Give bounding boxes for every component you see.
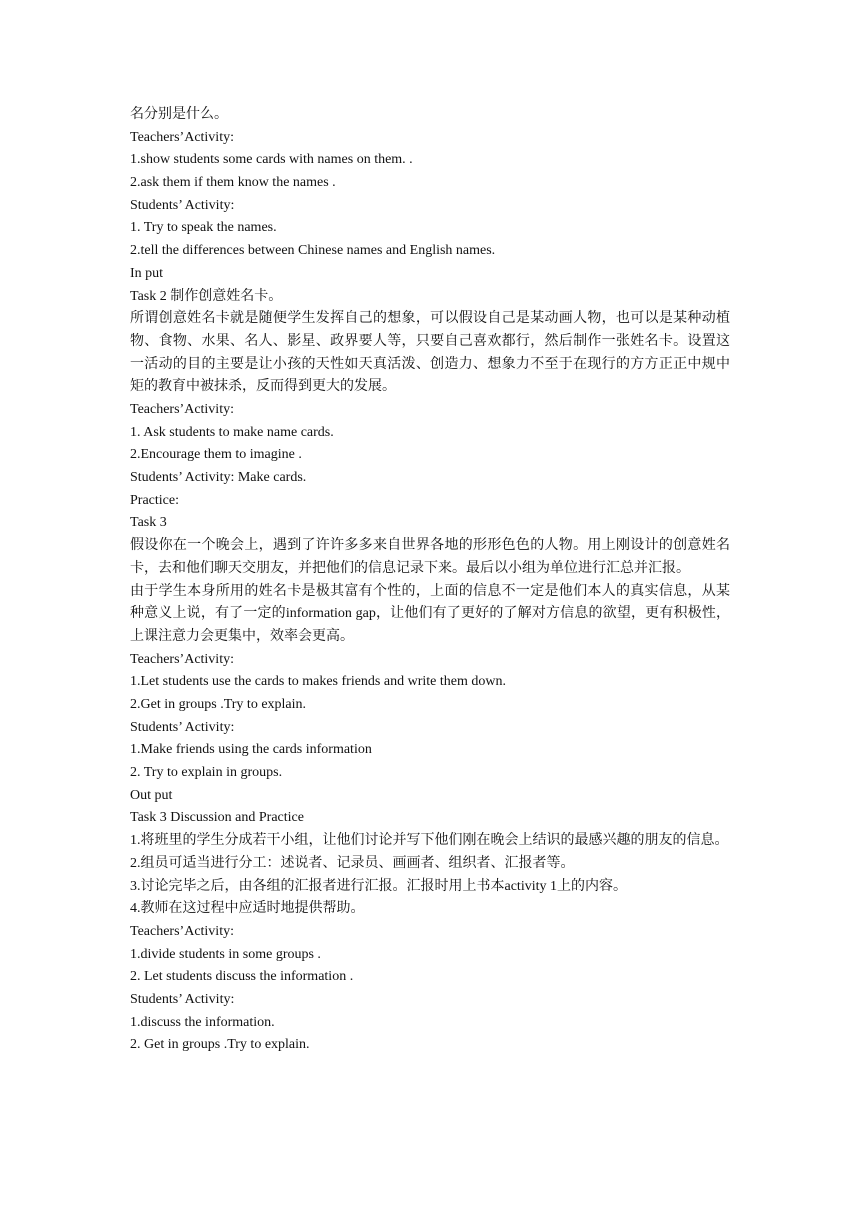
text-line: 1.show students some cards with names on them. . (130, 152, 413, 168)
text-line: 2.Encourage them to imagine . (130, 447, 302, 463)
task-heading: Task 3 Discussion and Practice (130, 810, 304, 826)
text-line: 2. Try to explain in groups. (130, 765, 283, 781)
paragraph: 所谓创意姓名卡就是随便学生发挥自己的想象，可以假设自己是某动画人物，也可以是某种动植物、食物、水果、名人、影星、政界要人等，只要自己喜欢都行，然后制作一张姓名卡。设置这一活动的目的主要是让小孩的天性如天真活泼、创造力、想象力不至于在现行的方方正正中规中矩的教育中被抹杀，反而得到更大的发展。 (130, 311, 730, 395)
text-line: 2.tell the differences between Chinese names and English names. (130, 243, 496, 259)
section-heading: Students’ Activity: (130, 991, 235, 1007)
text-line: Students’ Activity: Make cards. (130, 470, 307, 486)
section-heading: Students’ Activity: (130, 719, 235, 735)
text-line: 1.Make friends using the cards information (130, 742, 372, 758)
text-line: 1.divide students in some groups . (130, 946, 321, 962)
text-line: 1.discuss the information. (130, 1014, 275, 1030)
paragraph: 假设你在一个晚会上，遇到了许许多多来自世界各地的形形色色的人物。用上刚设计的创意姓名卡，去和他们聊天交朋友，并把他们的信息记录下来。最后以小组为单位进行汇总并汇报。 (130, 538, 730, 576)
text-line: 2. Let students discuss the information . (130, 969, 354, 985)
section-heading: Teachers’Activity: (130, 402, 234, 417)
section-heading: Teachers’Activity: (130, 129, 234, 145)
text-line: 3.讨论完毕之后，由各组的汇报者进行汇报。汇报时用上书本activity 1上的内容。 (130, 878, 627, 894)
text-line: 4.教师在这过程中应适时地提供帮助。 (130, 901, 365, 917)
section-heading: In put (130, 265, 164, 281)
section-heading: Out put (130, 787, 173, 803)
document-page (130, 104, 730, 1057)
text-line: 名分别是什么。 (130, 107, 228, 122)
text-line: 2.组员可适当进行分工：述说者、记录员、画画者、组织者、汇报者等。 (130, 855, 575, 871)
task-heading: Task 2 制作创意姓名卡。 (130, 288, 283, 304)
paragraph: 由于学生本身所用的姓名卡是极其富有个性的，上面的信息不一定是他们本人的真实信息，从某种意义上说，有了一定的information gap，让他们有了更好的了解对方信息的欲望，更有积极性，上课注意力会更集中，效率会更高。 (130, 583, 730, 644)
text-line: 2.ask them if them know the names . (130, 175, 336, 191)
text-line: 1.Let students use the cards to makes friends and write them down. (130, 674, 506, 690)
section-heading: Practice: (130, 492, 179, 508)
text-line: 2. Get in groups .Try to explain. (130, 1037, 310, 1053)
paragraph: 1.将班里的学生分成若干小组，让他们讨论并写下他们刚在晚会上结识的最感兴趣的朋友的信息。 (130, 833, 729, 849)
text-line: 1. Try to speak the names. (130, 220, 277, 236)
text-line: 2.Get in groups .Try to explain. (130, 697, 307, 713)
section-heading: Teachers’Activity: (130, 923, 234, 939)
text-line: 1. Ask students to make name cards. (130, 424, 334, 440)
section-heading: Teachers’Activity: (130, 651, 234, 667)
task-heading: Task 3 (130, 515, 167, 531)
section-heading: Students’ Activity: (130, 197, 235, 213)
